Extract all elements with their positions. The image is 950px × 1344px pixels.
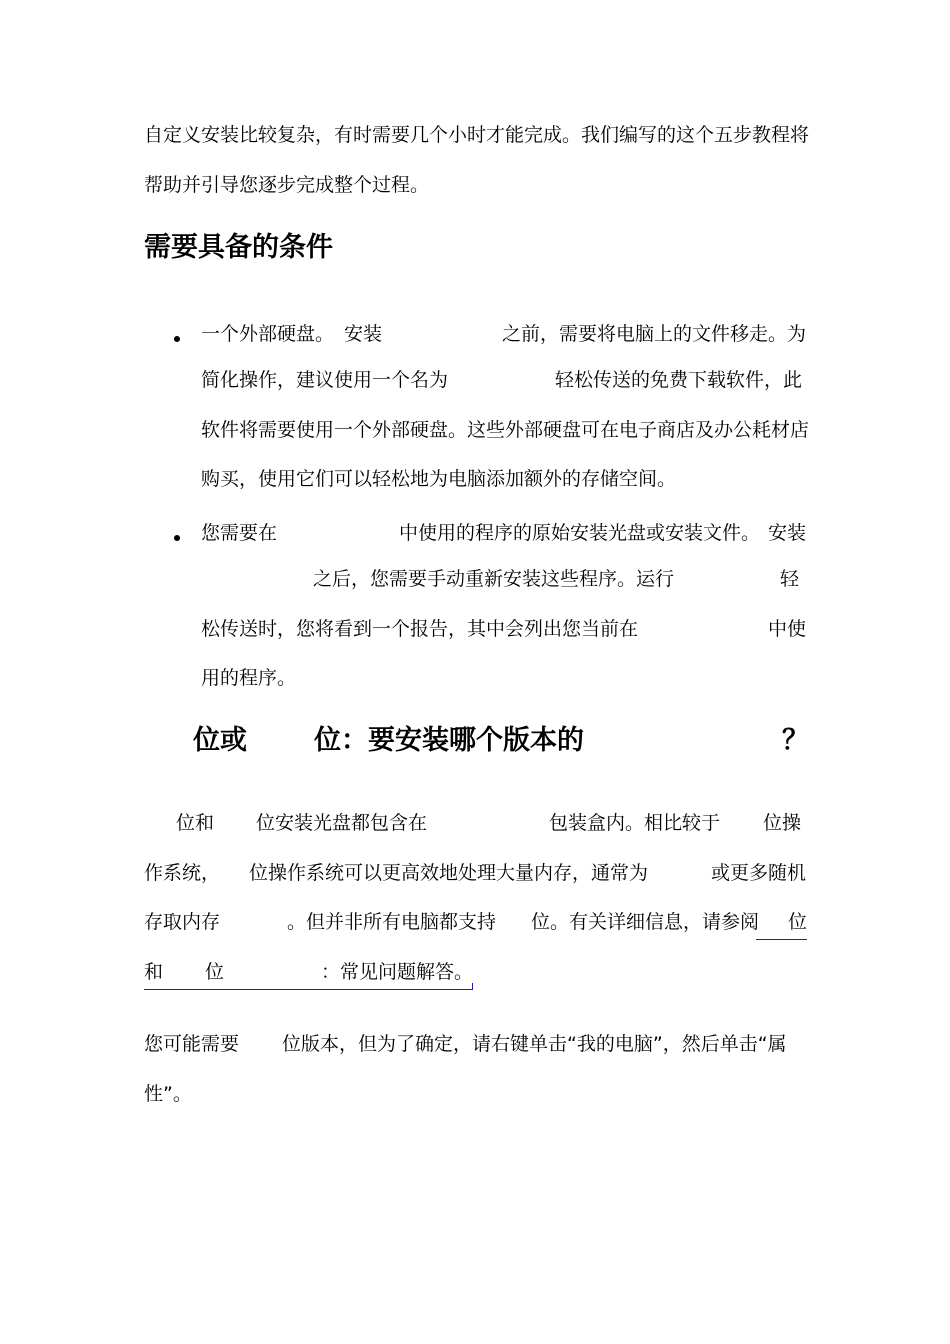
para2-line-1c: 包装盒内。相比较于 xyxy=(549,812,721,834)
faq-link-part-4[interactable]: ：常见问题解答。 xyxy=(321,961,474,983)
section-heading-version-b: 位：要安装哪个版本的 xyxy=(314,725,584,756)
para3-line-1b: 位版本，但为了确定，请右键单击“我的电脑”，然后单击“属 xyxy=(282,1033,787,1055)
bullet-marker xyxy=(174,336,180,342)
bullet1-line-2b: 轻松传送的免费下载软件，此 xyxy=(555,369,803,391)
bullet1-line-3: 软件将需要使用一个外部硬盘。这些外部硬盘可在电子商店及办公耗材店 xyxy=(201,419,810,441)
faq-link-underline xyxy=(756,939,807,940)
section-heading-version-c: ？ xyxy=(782,725,809,756)
para2-line-1d: 位操 xyxy=(763,812,802,834)
bullet1-line-4: 购买，使用它们可以轻松地为电脑添加额外的存储空间。 xyxy=(201,468,677,490)
faq-link-part-1[interactable]: 位 xyxy=(788,911,808,933)
bullet2-line-3a: 松传送时，您将看到一个报告，其中会列出您当前在 xyxy=(201,618,639,640)
faq-link-part-2[interactable]: 和 xyxy=(144,961,164,983)
faq-link-part-3[interactable]: 位 xyxy=(205,961,225,983)
para3-line-1: 您可能需要 xyxy=(144,1033,240,1055)
bullet1-line-2a: 简化操作，建议使用一个名为 xyxy=(201,369,449,391)
bullet1-line-1a: 一个外部硬盘。 xyxy=(201,323,335,345)
bullet2-line-1c: 安装 xyxy=(768,522,807,544)
bullet2-line-2b: 轻 xyxy=(780,568,800,590)
faq-link-underline xyxy=(144,989,473,990)
bullet1-line-1c: 之前，需要将电脑上的文件移走。为 xyxy=(502,323,807,345)
bullet-marker xyxy=(174,535,180,541)
para2-line-1b: 位安装光盘都包含在 xyxy=(256,812,428,834)
section-heading-version: 位或 xyxy=(193,725,247,756)
para2-line-2b: 位操作系统可以更高效地处理大量内存，通常为 xyxy=(249,862,649,884)
intro-line-2: 帮助并引导您逐步完成整个过程。 xyxy=(144,174,430,196)
section-heading-requirements: 需要具备的条件 xyxy=(144,232,333,263)
bullet2-line-1a: 您需要在 xyxy=(201,522,278,544)
para2-line-1a: 位和 xyxy=(176,812,215,834)
para2-line-3a: 存取内存 xyxy=(144,911,221,933)
bullet2-line-3b: 中使 xyxy=(768,618,807,640)
para2-line-3b: 。但并非所有电脑都支持 xyxy=(287,911,497,933)
bullet2-line-4: 用的程序。 xyxy=(201,667,297,689)
bullet2-line-2a: 之后，您需要手动重新安装这些程序。运行 xyxy=(313,568,675,590)
bullet2-line-1b: 中使用的程序的原始安装光盘或安装文件。 xyxy=(399,522,761,544)
bullet1-line-1b: 安装 xyxy=(344,323,383,345)
intro-line-1: 自定义安装比较复杂，有时需要几个小时才能完成。我们编写的这个五步教程将 xyxy=(144,124,810,146)
para2-line-3c: 位。有关详细信息，请参阅 xyxy=(531,911,760,933)
para2-line-2c: 或更多随机 xyxy=(711,862,807,884)
faq-link-underline-corner xyxy=(472,983,473,989)
para3-line-2: 性”。 xyxy=(144,1083,192,1105)
para2-line-2a: 作系统， xyxy=(144,862,221,884)
